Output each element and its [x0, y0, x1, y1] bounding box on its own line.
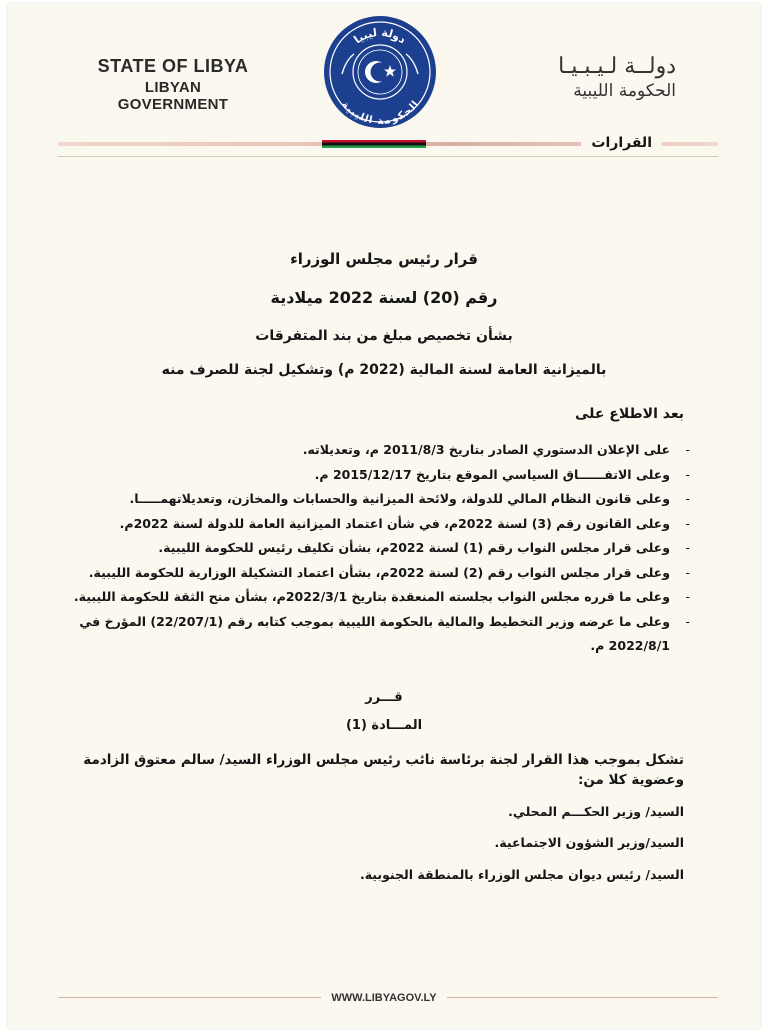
footer-url[interactable]: WWW.LIBYAGOV.LY [321, 992, 446, 1004]
document-page [8, 4, 760, 1028]
english-header-line1: STATE OF LIBYA [97, 56, 249, 76]
bullet-dash: - [685, 564, 690, 580]
arabic-header-line2: الحكومة الليبية [573, 81, 676, 101]
list-item [70, 438, 690, 463]
decision-subject: بشأن تخصيص مبلغ من بند المتفرقات [255, 328, 513, 344]
committee-member: السيد/ رئيس ديوان مجلس الوزراء بالمنطقة الجنوبية. [359, 867, 684, 882]
bullet-dash: - [685, 540, 690, 555]
footer [8, 992, 760, 1004]
header-thin-rule [58, 156, 718, 157]
libya-government-emblem [322, 14, 438, 130]
list-item [70, 512, 690, 537]
list-item [70, 487, 690, 512]
reference-text: وعلى الاتفــــــاق السياسي الموقع بتاريخ 2015/12/17 م. [314, 466, 670, 482]
bullet-dash: - [685, 589, 690, 604]
emblem-top-text: دولة ليبيا [351, 25, 409, 47]
english-header [88, 56, 258, 113]
arabic-header-line1: دولــة لـيـبـيـا [558, 54, 676, 79]
reference-text: وعلى القانون رقم (3) لسنة 2022م، في شأن اعتماد الميزانية العامة للدولة لسنة 2022م. [119, 515, 670, 531]
article-body: تشكل بموجب هذا القرار لجنة برئاسة نائب رئيس مجلس الوزراء السيد/ سالم معتوق الزادمة وعضوية كلا من: [83, 752, 684, 788]
english-header-line2: LIBYAN GOVERNMENT [117, 79, 229, 113]
committee-member: السيد/ وزير الحكـــم المحلي. [508, 804, 684, 819]
bullet-dash: - [685, 613, 690, 629]
committee-member: السيد/وزير الشؤون الاجتماعية. [494, 835, 684, 850]
list-item [70, 585, 690, 610]
list-item [70, 536, 690, 561]
after-review-heading: بعد الاطلاع على [574, 406, 684, 422]
bullet-dash: - [685, 515, 690, 531]
decree-heading: قـــرر [365, 690, 403, 705]
bullet-dash: - [685, 442, 690, 457]
bullet-dash: - [685, 491, 690, 506]
reference-text: وعلى قرار مجلس النواب رقم (2) لسنة 2022م، بشأن اعتماد التشكيلة الوزارية للحكومة الليبية. [88, 564, 670, 580]
decision-subject-cont: بالميزانية العامة لسنة المالية (2022 م) وتشكيل لجنة للصرف منه [161, 362, 607, 378]
list-item [70, 561, 690, 586]
bullet-dash: - [685, 466, 690, 482]
decision-title: قرار رئيس مجلس الوزراء [290, 250, 478, 268]
flag-stripe [322, 140, 426, 148]
decision-number: رقم (20) لسنة 2022 ميلادية [270, 288, 498, 307]
article-heading: المـــادة (1) [345, 718, 423, 733]
reference-text: وعلى قانون النظام المالي للدولة، ولائحة الميزانية والحسابات والمخازن، وتعديلاتهمـــــا. [129, 491, 670, 506]
reference-text: وعلى ما قرره مجلس النواب بجلسته المنعقدة بتاريخ 2022/3/1م، بشأن منح الثقة للحكومة الليبية. [73, 589, 670, 604]
section-label: القرارات [581, 135, 662, 151]
list-item [70, 610, 690, 659]
reference-text: وعلى قرار مجلس النواب رقم (1) لسنة 2022م، بشأن تكليف رئيس للحكومة الليبية. [158, 540, 670, 555]
reference-text: على الإعلان الدستوري الصادر بتاريخ 2011/8/3 م، وتعديلاته. [302, 442, 670, 457]
references-list [70, 438, 690, 659]
arabic-header [496, 54, 676, 101]
list-item [70, 463, 690, 488]
reference-text: وعلى ما عرضه وزير التخطيط والمالية بالحكومة الليبية بموجب كتابه رقم (22/207/1) المؤرخ في 2022/8/1 م. [79, 613, 670, 653]
emblem-bottom-text: الحكومة الليبية [339, 99, 422, 128]
